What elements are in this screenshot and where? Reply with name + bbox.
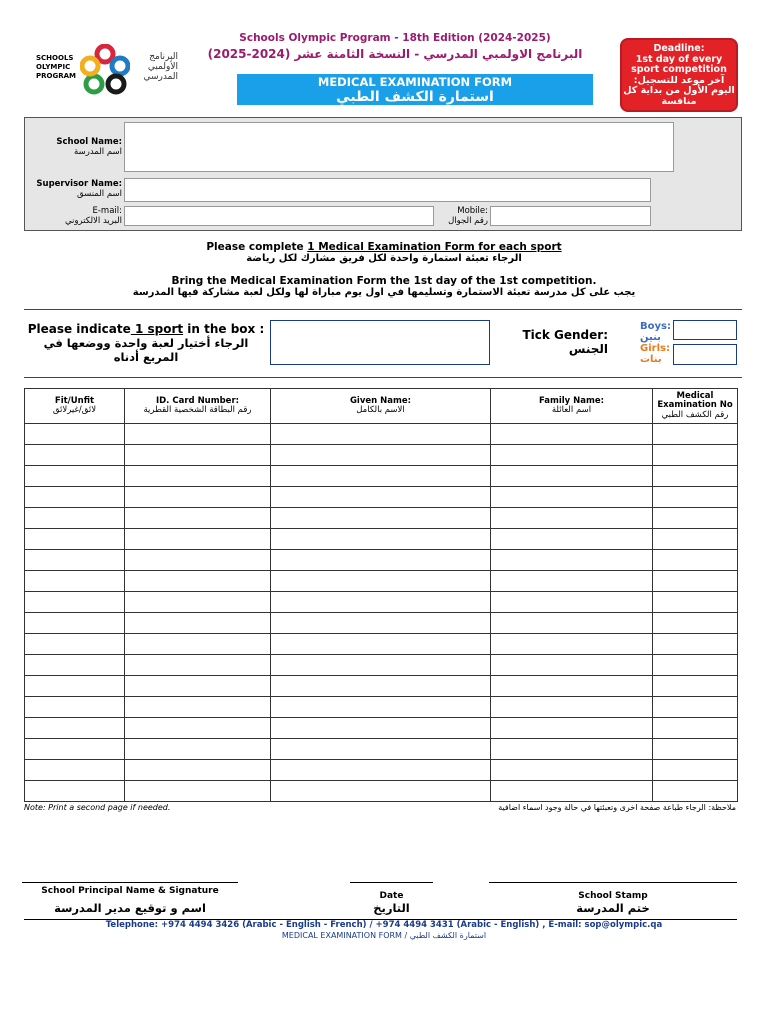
supervisor-name-field[interactable]: [124, 178, 651, 202]
olympic-rings-icon: [80, 44, 130, 100]
girls-label: [640, 343, 670, 365]
form-title-ar: استمارة الكشف الطبي: [336, 89, 494, 105]
column-header-ar: اسم العائلة: [551, 405, 592, 415]
program-logo: [36, 42, 176, 102]
table-cell[interactable]: [271, 424, 491, 445]
note-en: Note: Print a second page if needed.: [24, 803, 171, 812]
deadline-en: Deadline: 1st day of every sport competition: [631, 43, 727, 75]
boys-label-en: Boys:: [640, 321, 671, 332]
table-cell[interactable]: [491, 592, 653, 613]
table-cell[interactable]: [271, 571, 491, 592]
table-row: [25, 445, 738, 466]
column-header-en: Given Name:: [349, 395, 412, 406]
school-name-label-en: School Name:: [56, 137, 122, 147]
table-row: [25, 676, 738, 697]
table-cell[interactable]: [653, 445, 738, 466]
instruction-one-form: [0, 241, 768, 265]
student-table: [24, 388, 738, 802]
table-cell[interactable]: [125, 781, 271, 802]
table-cell[interactable]: [653, 760, 738, 781]
logo-line: المدرسي: [143, 72, 178, 82]
email-label-ar: البريد الالكتروني: [64, 216, 122, 226]
column-header-en: Fit/Unfit: [54, 395, 95, 406]
table-row: [25, 781, 738, 802]
school-name-label: [28, 137, 122, 157]
school-name-field[interactable]: [124, 122, 674, 172]
date-line[interactable]: [350, 882, 433, 883]
table-body: [25, 424, 738, 802]
sport-prompt: [24, 322, 268, 364]
table-row: [25, 697, 738, 718]
table-cell[interactable]: [491, 760, 653, 781]
table-cell[interactable]: [491, 550, 653, 571]
table-row: [25, 592, 738, 613]
table-cell[interactable]: [125, 676, 271, 697]
table-row: [25, 550, 738, 571]
table-cell[interactable]: [125, 760, 271, 781]
table-row: [25, 508, 738, 529]
table-cell[interactable]: [271, 529, 491, 550]
table-cell[interactable]: [491, 508, 653, 529]
principal-label-en: School Principal Name & Signature: [41, 886, 219, 896]
table-cell[interactable]: [491, 676, 653, 697]
table-cell[interactable]: [653, 718, 738, 739]
table-cell[interactable]: [125, 613, 271, 634]
logo-line: الأولمبي: [147, 62, 178, 72]
table-cell[interactable]: [125, 529, 271, 550]
table-row: [25, 760, 738, 781]
instruction-line2-en: Bring the Medical Examination Form the 1st day of the 1st competition.: [171, 275, 597, 287]
table-row: [25, 634, 738, 655]
table-cell[interactable]: [25, 424, 125, 445]
school-name-label-ar: اسم المدرسة: [74, 147, 122, 157]
table-cell[interactable]: [271, 781, 491, 802]
table-cell[interactable]: [271, 487, 491, 508]
gender-label-en: Tick Gender:: [522, 328, 608, 342]
column-header-id: [125, 389, 271, 424]
table-cell[interactable]: [653, 697, 738, 718]
table-row: [25, 487, 738, 508]
table-cell[interactable]: [271, 676, 491, 697]
instruction-line1-ar: الرجاء تعبئة استمارة واحدة لكل فريق مشارك لكل رياضة: [246, 253, 522, 264]
table-cell[interactable]: [125, 487, 271, 508]
table-row: [25, 613, 738, 634]
column-header-en: ID. Card Number:: [155, 395, 240, 406]
table-cell[interactable]: [25, 571, 125, 592]
table-cell[interactable]: [653, 508, 738, 529]
sport-input-box[interactable]: [270, 320, 490, 365]
logo-text-en: [36, 54, 76, 81]
table-row: [25, 718, 738, 739]
table-cell[interactable]: [25, 781, 125, 802]
boys-label-ar: بنين: [640, 332, 661, 343]
divider: [24, 309, 742, 310]
table-cell[interactable]: [271, 613, 491, 634]
table-cell[interactable]: [653, 424, 738, 445]
table-row: [25, 424, 738, 445]
table-cell[interactable]: [491, 445, 653, 466]
column-header-ar: رقم البطاقة الشخصية القطرية: [143, 405, 252, 415]
table-cell[interactable]: [491, 655, 653, 676]
boys-label: [640, 321, 671, 343]
table-cell[interactable]: [25, 550, 125, 571]
supervisor-label-en: Supervisor Name:: [36, 179, 122, 189]
table-cell[interactable]: [125, 739, 271, 760]
table-cell[interactable]: [491, 781, 653, 802]
table-cell[interactable]: [653, 571, 738, 592]
table-row: [25, 739, 738, 760]
table-cell[interactable]: [653, 592, 738, 613]
email-label: [28, 206, 122, 226]
table-cell[interactable]: [25, 592, 125, 613]
table-cell[interactable]: [491, 613, 653, 634]
table-cell[interactable]: [271, 739, 491, 760]
girls-checkbox[interactable]: [673, 344, 737, 365]
table-cell[interactable]: [25, 508, 125, 529]
table-cell[interactable]: [653, 739, 738, 760]
program-title-en: Schools Olympic Program - 18th Edition (2024-2025): [239, 32, 551, 44]
sport-prompt-ar: الرجاء أختيار لعبة واحدة ووضعها في المربع أدناه: [43, 336, 249, 364]
logo-text-ar: [134, 52, 178, 82]
table-cell[interactable]: [25, 466, 125, 487]
table-cell[interactable]: [271, 655, 491, 676]
table-cell[interactable]: [491, 487, 653, 508]
column-header-en: Medical Examination No: [657, 390, 733, 411]
sport-prompt-prefix: Please indicate: [27, 322, 131, 336]
table-cell[interactable]: [653, 466, 738, 487]
instruction-line1-prefix: Please complete: [206, 241, 308, 253]
table-cell[interactable]: [125, 634, 271, 655]
table-cell[interactable]: [653, 550, 738, 571]
table-cell[interactable]: [25, 697, 125, 718]
table-row: [25, 571, 738, 592]
stamp-label-ar: ختم المدرسة: [576, 901, 650, 915]
table-cell[interactable]: [125, 697, 271, 718]
mobile-label-en: Mobile:: [457, 206, 488, 216]
table-cell[interactable]: [125, 550, 271, 571]
mobile-label: [436, 206, 488, 226]
stamp-label-en: School Stamp: [578, 891, 648, 901]
table-cell[interactable]: [125, 571, 271, 592]
table-cell[interactable]: [25, 634, 125, 655]
table-cell[interactable]: [25, 655, 125, 676]
table-cell[interactable]: [125, 718, 271, 739]
column-header-ar: لائق/غيرلائق: [52, 405, 97, 415]
email-label-en: E-mail:: [92, 206, 122, 216]
date-label-en: Date: [379, 891, 404, 901]
table-cell[interactable]: [271, 760, 491, 781]
girls-label-en: Girls:: [640, 343, 670, 354]
footer-contact: Telephone: +974 4494 3426 (Arabic - English - French) / +974 4494 3431 (Arabic - English) , E-mail: sop@olympic.qa: [105, 920, 663, 930]
supervisor-label-ar: اسم المنسق: [77, 189, 122, 199]
table-cell[interactable]: [271, 466, 491, 487]
table-cell[interactable]: [271, 634, 491, 655]
table-cell[interactable]: [491, 466, 653, 487]
instruction-line1-underlined: 1 Medical Examination Form for each sport: [307, 241, 562, 253]
table-row: [25, 655, 738, 676]
table-cell[interactable]: [491, 718, 653, 739]
girls-label-ar: بنات: [640, 354, 662, 365]
deadline-ar: آخر موعد للتسجيل: اليوم الأول من بداية كل منافسة: [623, 74, 735, 107]
table-cell[interactable]: [653, 634, 738, 655]
table-cell[interactable]: [653, 529, 738, 550]
table-cell[interactable]: [25, 739, 125, 760]
table-header-row: [25, 389, 738, 424]
gender-label: [500, 328, 608, 356]
table-cell[interactable]: [25, 529, 125, 550]
table-cell[interactable]: [653, 487, 738, 508]
table-cell[interactable]: [25, 760, 125, 781]
supervisor-label: [28, 179, 122, 199]
table-cell[interactable]: [25, 445, 125, 466]
program-title-ar: البرنامج الاولمبي المدرسي - النسخة الثامنة عشر (2024-2025): [207, 47, 583, 61]
column-header-medical-no: [653, 389, 738, 424]
principal-label-ar: اسم و توقيع مدير المدرسة: [54, 901, 206, 915]
logo-line: OLYMPIC: [36, 63, 71, 71]
table-cell[interactable]: [25, 613, 125, 634]
table-cell[interactable]: [653, 781, 738, 802]
mobile-label-ar: رقم الجوال: [448, 216, 488, 226]
table-cell[interactable]: [125, 445, 271, 466]
column-header-en: Family Name:: [538, 395, 605, 406]
table-cell[interactable]: [125, 655, 271, 676]
mobile-field[interactable]: [490, 206, 651, 226]
table-cell[interactable]: [491, 739, 653, 760]
logo-line: PROGRAM: [36, 72, 76, 80]
column-header-given-name: [271, 389, 491, 424]
deadline-badge: [620, 38, 738, 112]
note-ar: ملاحظة: الرجاء طباعة صفحة اخرى وتعبئتها في حالة وجود اسماء اضافية: [498, 803, 736, 812]
table-cell[interactable]: [653, 676, 738, 697]
table-cell[interactable]: [491, 634, 653, 655]
boys-checkbox[interactable]: [673, 320, 737, 340]
table-cell[interactable]: [125, 508, 271, 529]
table-cell[interactable]: [25, 676, 125, 697]
table-cell[interactable]: [653, 613, 738, 634]
table-cell[interactable]: [125, 466, 271, 487]
table-cell[interactable]: [271, 550, 491, 571]
table-cell[interactable]: [653, 655, 738, 676]
form-title-bar: [237, 74, 593, 105]
footer-form-name: MEDICAL EXAMINATION FORM / استمارة الكشف الطبي: [281, 931, 487, 940]
table-cell[interactable]: [125, 592, 271, 613]
column-header-ar: رقم الكشف الطبي: [661, 409, 729, 420]
table-cell[interactable]: [271, 718, 491, 739]
date-label-ar: التاريخ: [373, 901, 410, 915]
sport-prompt-underlined: 1 sport: [130, 322, 184, 336]
table-row: [25, 529, 738, 550]
table-cell[interactable]: [271, 697, 491, 718]
instruction-bring-form: [0, 275, 768, 299]
instruction-line2-ar: يجب على كل مدرسة تعبئة الاستمارة وتسليمها في اول يوم مباراة لها ولكل لعبة مشاركة فيها المدرسة: [132, 287, 636, 298]
table-cell[interactable]: [125, 424, 271, 445]
column-header-family-name: [491, 389, 653, 424]
column-header-fit: [25, 389, 125, 424]
table-cell[interactable]: [25, 718, 125, 739]
table-cell[interactable]: [271, 508, 491, 529]
divider: [24, 377, 742, 378]
gender-label-ar: الجنس: [568, 342, 608, 356]
email-field[interactable]: [124, 206, 434, 226]
table-cell[interactable]: [491, 529, 653, 550]
table-row: [25, 466, 738, 487]
form-title-en: MEDICAL EXAMINATION FORM: [317, 75, 513, 89]
sport-prompt-suffix: in the box :: [183, 322, 265, 336]
table-cell[interactable]: [491, 424, 653, 445]
table-cell[interactable]: [491, 571, 653, 592]
column-header-ar: الاسم بالكامل: [356, 405, 405, 415]
table-cell[interactable]: [271, 445, 491, 466]
logo-line: البرنامج: [149, 52, 178, 62]
table-cell[interactable]: [271, 592, 491, 613]
logo-line: SCHOOLS: [36, 54, 74, 62]
table-cell[interactable]: [491, 697, 653, 718]
table-cell[interactable]: [25, 487, 125, 508]
principal-signature-line[interactable]: [22, 882, 238, 883]
stamp-line[interactable]: [489, 882, 737, 883]
